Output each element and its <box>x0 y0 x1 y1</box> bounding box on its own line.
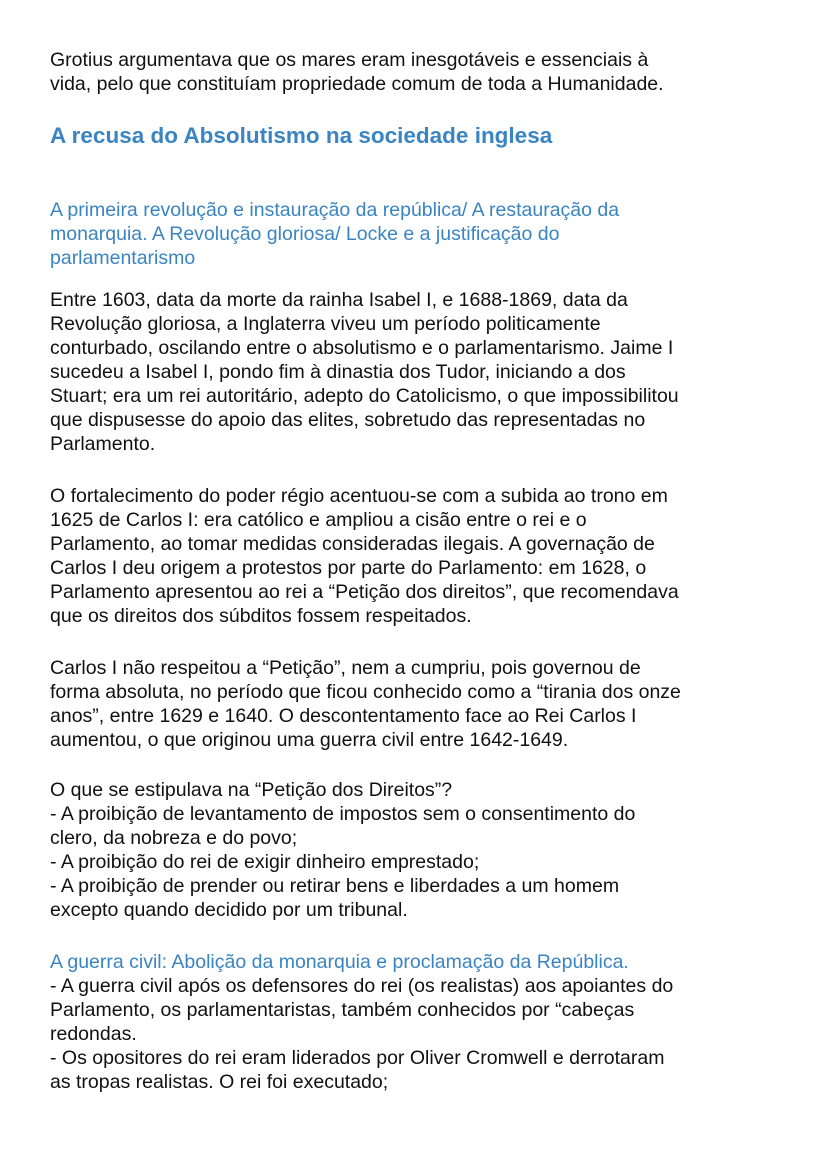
text-line: Carlos I não respeitou a “Petição”, nem a cumpriu, pois governou de <box>50 657 641 679</box>
paragraph <box>50 656 810 752</box>
text-line: as tropas realistas. O rei foi executado; <box>50 1071 389 1093</box>
heading-text: A recusa do Absolutismo na sociedade inglesa <box>50 123 553 148</box>
subheading-line: A guerra civil: Abolição da monarquia e proclamação da República. <box>50 951 629 973</box>
text-line: excepto quando decidido por um tribunal. <box>50 899 408 921</box>
text-line: Carlos I deu origem a protestos por parte do Parlamento: em 1628, o <box>50 557 647 579</box>
subheading-line: monarquia. A Revolução gloriosa/ Locke e a justificação do <box>50 223 560 245</box>
section-heading <box>50 123 810 149</box>
paragraph <box>50 288 810 456</box>
text-line: Parlamento, ao tomar medidas consideradas ilegais. A governação de <box>50 533 655 555</box>
text-line: Parlamento. <box>50 433 156 455</box>
text-line: conturbado, oscilando entre o absolutismo e o parlamentarismo. Jaime I <box>50 337 674 359</box>
subheading-line: parlamentarismo <box>50 247 196 269</box>
text-line: O que se estipulava na “Petição dos Direitos”? <box>50 779 453 801</box>
text-line: Parlamento, os parlamentaristas, também conhecidos por “cabeças <box>50 999 635 1021</box>
paragraph <box>50 484 810 628</box>
intro-paragraph <box>50 48 810 96</box>
text-line: Grotius argumentava que os mares eram inesgotáveis e essenciais à <box>50 49 649 71</box>
text-line: - A guerra civil após os defensores do rei (os realistas) aos apoiantes do <box>50 975 674 997</box>
text-line: redondas. <box>50 1023 137 1045</box>
civil-war-section <box>50 950 810 1094</box>
text-line: que os direitos dos súbditos fossem respeitados. <box>50 605 472 627</box>
text-line: anos”, entre 1629 e 1640. O descontentamento face ao Rei Carlos I <box>50 705 637 727</box>
text-line: - A proibição do rei de exigir dinheiro emprestado; <box>50 851 480 873</box>
subheading-line: A primeira revolução e instauração da república/ A restauração da <box>50 199 620 221</box>
text-line: - A proibição de prender ou retirar bens e liberdades a um homem <box>50 875 620 897</box>
text-line: - Os opositores do rei eram liderados por Oliver Cromwell e derrotaram <box>50 1047 665 1069</box>
text-line: Parlamento apresentou ao rei a “Petição dos direitos”, que recomendava <box>50 581 679 603</box>
text-line: Revolução gloriosa, a Inglaterra viveu um período politicamente <box>50 313 601 335</box>
text-line: - A proibição de levantamento de impostos sem o consentimento do <box>50 803 636 825</box>
text-line: O fortalecimento do poder régio acentuou-se com a subida ao trono em <box>50 485 668 507</box>
text-line: que dispusesse do apoio das elites, sobretudo das representadas no <box>50 409 646 431</box>
text-line: aumentou, o que originou uma guerra civil entre 1642-1649. <box>50 729 569 751</box>
text-line: sucedeu a Isabel I, pondo fim à dinastia dos Tudor, iniciando a dos <box>50 361 626 383</box>
text-line: 1625 de Carlos I: era católico e ampliou a cisão entre o rei e o <box>50 509 587 531</box>
text-line: clero, da nobreza e do povo; <box>50 827 298 849</box>
petition-list <box>50 778 810 922</box>
text-line: Entre 1603, data da morte da rainha Isabel I, e 1688-1869, data da <box>50 289 628 311</box>
text-line: forma absoluta, no período que ficou conhecido como a “tirania dos onze <box>50 681 681 703</box>
subsection-heading <box>50 198 810 270</box>
text-line: Stuart; era um rei autoritário, adepto do Catolicismo, o que impossibilitou <box>50 385 679 407</box>
text-line: vida, pelo que constituíam propriedade comum de toda a Humanidade. <box>50 73 664 95</box>
